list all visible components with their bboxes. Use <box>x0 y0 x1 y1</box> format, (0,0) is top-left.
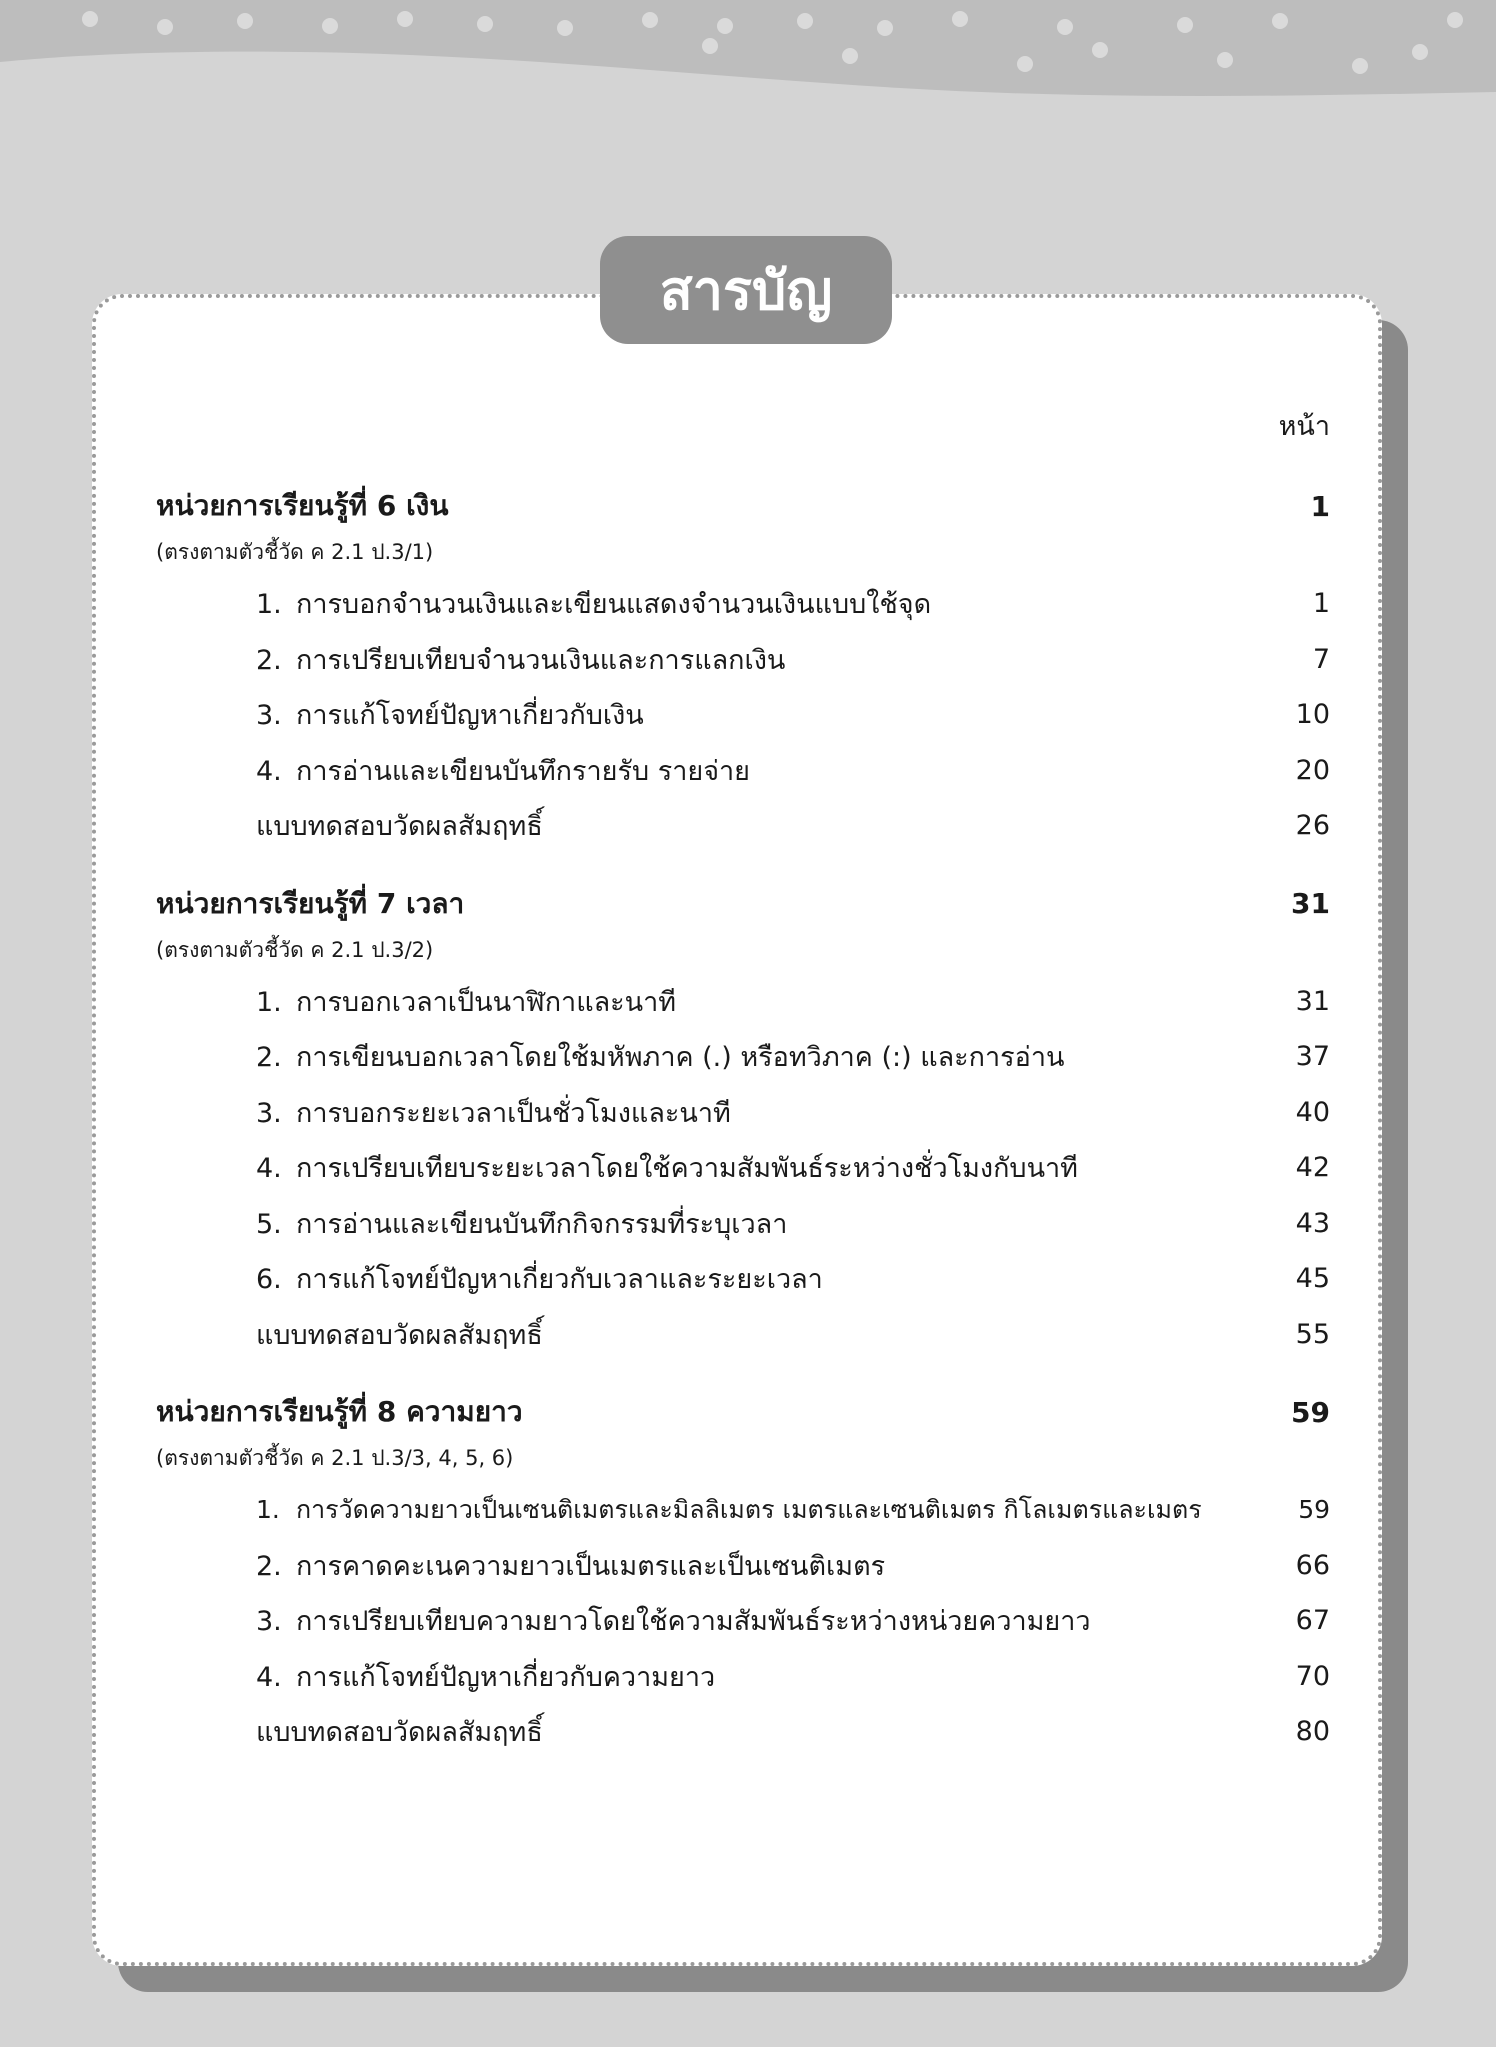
entry-page: 70 <box>1295 1660 1330 1692</box>
page-column-label: หน้า <box>1278 411 1330 442</box>
entry-title: การบอกจำนวนเงินและเขียนแสดงจำนวนเงินแบบใช้จุด <box>296 589 932 621</box>
entry-page: 59 <box>1298 1495 1330 1525</box>
unit-page: 31 <box>1291 887 1330 920</box>
toc-entry[interactable] <box>156 576 1330 632</box>
unit-heading: หน่วยการเรียนรู้ที่ 7 เวลา <box>156 886 465 920</box>
entry-title: การอ่านและเขียนบันทึกกิจกรรมที่ระบุเวลา <box>296 1208 788 1240</box>
unit-heading-row[interactable] <box>156 1384 1330 1440</box>
unit-8 <box>156 1384 1330 1760</box>
unit-heading-row[interactable] <box>156 876 1330 932</box>
entry-page: 26 <box>1295 810 1330 842</box>
entry-page: 67 <box>1295 1605 1330 1637</box>
entry-page: 37 <box>1295 1041 1330 1073</box>
page-title: สารบัญ <box>600 236 892 344</box>
unit-indicator: (ตรงตามตัวชี้วัด ค 2.1 ป.3/3, 4, 5, 6) <box>156 1446 514 1470</box>
toc-entry[interactable] <box>156 1482 1330 1538</box>
entry-title: การแก้โจทย์ปัญหาเกี่ยวกับความยาว <box>296 1661 716 1693</box>
toc-entry-test[interactable] <box>156 1307 1330 1363</box>
unit-7 <box>156 876 1330 1363</box>
toc-entry[interactable] <box>156 1649 1330 1705</box>
entry-page: 10 <box>1295 699 1330 731</box>
entry-title: การแก้โจทย์ปัญหาเกี่ยวกับเวลาและระยะเวลา <box>296 1264 823 1296</box>
entry-title: การคาดคะเนความยาวเป็นเมตรและเป็นเซนติเมตร <box>296 1550 886 1582</box>
entry-number: 1. <box>256 589 282 621</box>
entry-number: 1. <box>256 986 282 1018</box>
toc-entry[interactable] <box>156 743 1330 799</box>
entry-page: 7 <box>1312 643 1330 675</box>
entry-page: 42 <box>1295 1152 1330 1184</box>
decorative-dotted-wave <box>0 0 1496 110</box>
unit-page: 1 <box>1310 489 1330 523</box>
entry-number: 2. <box>256 1042 282 1074</box>
toc-entry[interactable] <box>156 974 1330 1030</box>
toc-entry[interactable] <box>156 687 1330 743</box>
entry-number: 2. <box>256 644 282 676</box>
toc-entry[interactable] <box>156 1593 1330 1649</box>
unit-heading-row[interactable] <box>156 478 1330 534</box>
toc-entry[interactable] <box>156 1196 1330 1252</box>
entry-number: 4. <box>256 1153 282 1185</box>
entry-page: 45 <box>1295 1263 1330 1295</box>
entry-page: 43 <box>1295 1207 1330 1239</box>
entry-page: 20 <box>1295 754 1330 786</box>
entry-title: การอ่านและเขียนบันทึกรายรับ รายจ่าย <box>296 755 750 787</box>
unit-indicator: (ตรงตามตัวชี้วัด ค 2.1 ป.3/2) <box>156 937 434 962</box>
entry-title: การเปรียบเทียบจำนวนเงินและการแลกเงิน <box>296 644 786 676</box>
entry-number: 6. <box>256 1264 282 1296</box>
unit-indicator: (ตรงตามตัวชี้วัด ค 2.1 ป.3/1) <box>156 540 434 564</box>
entry-title: แบบทดสอบวัดผลสัมฤทธิ์ <box>256 1717 543 1749</box>
entry-page: 80 <box>1295 1716 1330 1748</box>
entry-number: 4. <box>256 1661 282 1693</box>
entry-number: 3. <box>256 700 282 732</box>
entry-page: 40 <box>1295 1096 1330 1128</box>
toc-entry[interactable] <box>156 1085 1330 1141</box>
entry-number: 3. <box>256 1606 282 1638</box>
toc-entry[interactable] <box>156 1140 1330 1196</box>
entry-number: 1. <box>256 1494 280 1524</box>
table-of-contents <box>156 478 1330 1782</box>
entry-title: การบอกระยะเวลาเป็นชั่วโมงและนาที <box>296 1097 731 1129</box>
entry-title: แบบทดสอบวัดผลสัมฤทธิ์ <box>256 811 543 843</box>
toc-entry-test[interactable] <box>156 1704 1330 1760</box>
entry-title: การวัดความยาวเป็นเซนติเมตรและมิลลิเมตร เมตรและเซนติเมตร กิโลเมตรและเมตร <box>296 1494 1202 1524</box>
entry-number: 3. <box>256 1097 282 1129</box>
entry-number: 2. <box>256 1550 282 1582</box>
unit-page: 59 <box>1291 1395 1330 1429</box>
unit-heading: หน่วยการเรียนรู้ที่ 8 ความยาว <box>156 1395 523 1428</box>
entry-page: 66 <box>1295 1549 1330 1581</box>
entry-title: การบอกเวลาเป็นนาฬิกาและนาที <box>296 986 677 1018</box>
entry-number: 5. <box>256 1208 282 1240</box>
entry-title: แบบทดสอบวัดผลสัมฤทธิ์ <box>256 1319 543 1351</box>
toc-entry-test[interactable] <box>156 798 1330 854</box>
entry-title: การเปรียบเทียบระยะเวลาโดยใช้ความสัมพันธ์ระหว่างชั่วโมงกับนาที <box>296 1153 1078 1185</box>
unit-6 <box>156 478 1330 854</box>
toc-entry[interactable] <box>156 1029 1330 1085</box>
entry-page: 31 <box>1295 985 1330 1017</box>
unit-heading: หน่วยการเรียนรู้ที่ 6 เงิน <box>156 489 449 522</box>
toc-entry[interactable] <box>156 1538 1330 1594</box>
entry-number: 4. <box>256 755 282 787</box>
entry-title: การเปรียบเทียบความยาวโดยใช้ความสัมพันธ์ระหว่างหน่วยความยาว <box>296 1606 1091 1638</box>
entry-title: การเขียนบอกเวลาโดยใช้มหัพภาค (.) หรือทวิภาค (:) และการอ่าน <box>296 1042 1065 1074</box>
toc-entry[interactable] <box>156 1251 1330 1307</box>
entry-page: 1 <box>1312 588 1330 620</box>
entry-page: 55 <box>1295 1318 1330 1350</box>
toc-entry[interactable] <box>156 632 1330 688</box>
entry-title: การแก้โจทย์ปัญหาเกี่ยวกับเงิน <box>296 700 644 732</box>
